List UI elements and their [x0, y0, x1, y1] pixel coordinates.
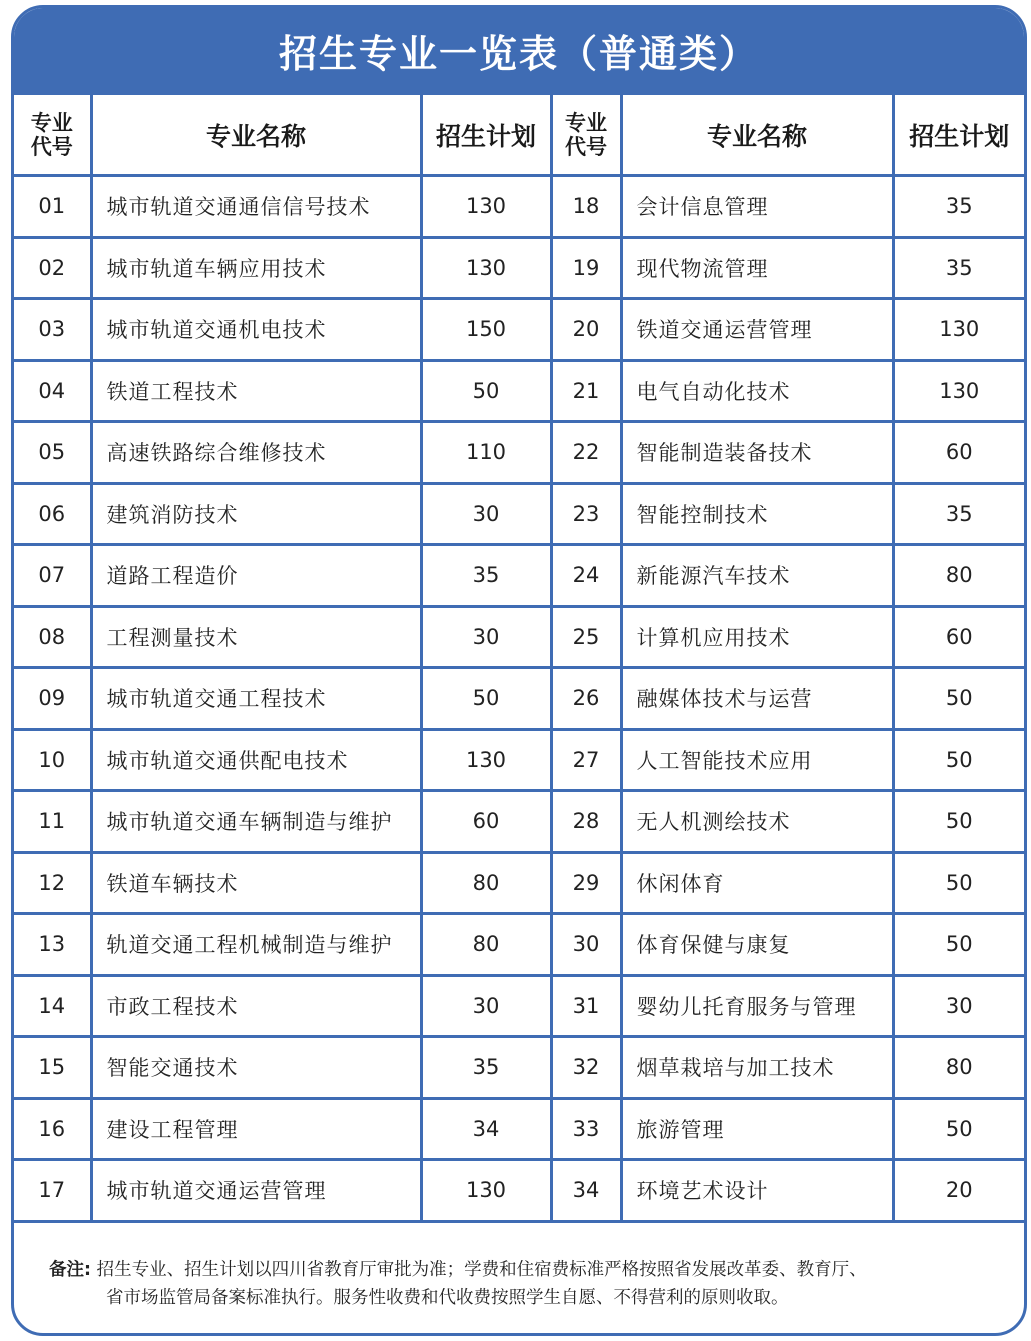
plan-cell: 35: [893, 176, 1024, 238]
plan-cell: 80: [421, 852, 551, 914]
majors-table: [14, 92, 1024, 1223]
code-cell: 21: [551, 360, 621, 422]
name-cell: 高速铁路综合维修技术: [91, 422, 421, 484]
plan-cell: 50: [893, 729, 1024, 791]
plan-cell: 130: [421, 237, 551, 299]
name-cell: 建设工程管理: [91, 1098, 421, 1160]
code-cell: 05: [14, 422, 91, 484]
code-cell: 22: [551, 422, 621, 484]
name-cell: 新能源汽车技术: [621, 545, 893, 607]
header-name: 专业名称: [91, 94, 421, 176]
plan-cell: 50: [893, 668, 1024, 730]
table-row: [14, 1160, 1024, 1222]
code-cell: 01: [14, 176, 91, 238]
code-cell: 26: [551, 668, 621, 730]
header-plan: 招生计划: [421, 94, 551, 176]
name-cell: 体育保健与康复: [621, 914, 893, 976]
plan-cell: 35: [893, 237, 1024, 299]
code-cell: 18: [551, 176, 621, 238]
table-row: [14, 483, 1024, 545]
code-cell: 24: [551, 545, 621, 607]
name-cell: 会计信息管理: [621, 176, 893, 238]
code-cell: 30: [551, 914, 621, 976]
table-row: [14, 729, 1024, 791]
note-label: 备注:: [49, 1259, 91, 1280]
name-cell: 建筑消防技术: [91, 483, 421, 545]
header-code: 专业代号: [14, 94, 91, 176]
plan-cell: 50: [421, 668, 551, 730]
plan-cell: 20: [893, 1160, 1024, 1222]
plan-cell: 35: [421, 545, 551, 607]
name-cell: 城市轨道交通运营管理: [91, 1160, 421, 1222]
plan-cell: 50: [893, 852, 1024, 914]
table-row: [14, 914, 1024, 976]
table-row: [14, 545, 1024, 607]
name-cell: 无人机测绘技术: [621, 791, 893, 853]
plan-cell: 50: [893, 914, 1024, 976]
code-cell: 34: [551, 1160, 621, 1222]
name-cell: 市政工程技术: [91, 975, 421, 1037]
table-row: [14, 668, 1024, 730]
table-row: [14, 606, 1024, 668]
name-cell: 智能制造装备技术: [621, 422, 893, 484]
code-cell: 20: [551, 299, 621, 361]
plan-cell: 110: [421, 422, 551, 484]
name-cell: 轨道交通工程机械制造与维护: [91, 914, 421, 976]
plan-cell: 130: [893, 360, 1024, 422]
plan-cell: 35: [421, 1037, 551, 1099]
plan-cell: 35: [893, 483, 1024, 545]
code-cell: 23: [551, 483, 621, 545]
name-cell: 城市轨道交通通信信号技术: [91, 176, 421, 238]
table-row: [14, 360, 1024, 422]
plan-cell: 30: [421, 606, 551, 668]
name-cell: 工程测量技术: [91, 606, 421, 668]
code-cell: 15: [14, 1037, 91, 1099]
code-cell: 08: [14, 606, 91, 668]
plan-cell: 130: [421, 729, 551, 791]
code-cell: 03: [14, 299, 91, 361]
name-cell: 烟草栽培与加工技术: [621, 1037, 893, 1099]
table-row: [14, 1098, 1024, 1160]
enrollment-table-frame: [11, 5, 1027, 1336]
name-cell: 智能控制技术: [621, 483, 893, 545]
name-cell: 融媒体技术与运营: [621, 668, 893, 730]
plan-cell: 50: [421, 360, 551, 422]
code-cell: 06: [14, 483, 91, 545]
name-cell: 铁道工程技术: [91, 360, 421, 422]
plan-cell: 130: [421, 1160, 551, 1222]
header-name: 专业名称: [621, 94, 893, 176]
table-row: [14, 422, 1024, 484]
code-cell: 32: [551, 1037, 621, 1099]
header-code: 专业代号: [551, 94, 621, 176]
plan-cell: 30: [893, 975, 1024, 1037]
table-row: [14, 1037, 1024, 1099]
note-line-1: 招生专业、招生计划以四川省教育厅审批为准；学费和住宿费标准严格按照省发展改革委、教育厅、: [96, 1259, 867, 1280]
code-cell: 19: [551, 237, 621, 299]
header-plan: 招生计划: [893, 94, 1024, 176]
footnote: [14, 1223, 1024, 1312]
plan-cell: 80: [893, 545, 1024, 607]
table-row: [14, 975, 1024, 1037]
plan-cell: 60: [893, 422, 1024, 484]
plan-cell: 130: [893, 299, 1024, 361]
code-cell: 11: [14, 791, 91, 853]
plan-cell: 50: [893, 791, 1024, 853]
code-cell: 12: [14, 852, 91, 914]
plan-cell: 80: [421, 914, 551, 976]
plan-cell: 130: [421, 176, 551, 238]
code-cell: 14: [14, 975, 91, 1037]
name-cell: 电气自动化技术: [621, 360, 893, 422]
name-cell: 城市轨道交通车辆制造与维护: [91, 791, 421, 853]
note-line-2: 省市场监管局备案标准执行。服务性收费和代收费按照学生自愿、不得营利的原则收取。: [106, 1287, 789, 1308]
name-cell: 道路工程造价: [91, 545, 421, 607]
code-cell: 31: [551, 975, 621, 1037]
code-cell: 09: [14, 668, 91, 730]
plan-cell: 150: [421, 299, 551, 361]
name-cell: 智能交通技术: [91, 1037, 421, 1099]
table-row: [14, 791, 1024, 853]
name-cell: 城市轨道车辆应用技术: [91, 237, 421, 299]
plan-cell: 80: [893, 1037, 1024, 1099]
name-cell: 旅游管理: [621, 1098, 893, 1160]
name-cell: 城市轨道交通工程技术: [91, 668, 421, 730]
table-row: [14, 176, 1024, 238]
name-cell: 铁道车辆技术: [91, 852, 421, 914]
plan-cell: 50: [893, 1098, 1024, 1160]
code-cell: 02: [14, 237, 91, 299]
code-cell: 13: [14, 914, 91, 976]
code-cell: 27: [551, 729, 621, 791]
code-cell: 16: [14, 1098, 91, 1160]
header-row: [14, 94, 1024, 176]
name-cell: 人工智能技术应用: [621, 729, 893, 791]
table-row: [14, 237, 1024, 299]
table-row: [14, 852, 1024, 914]
plan-cell: 60: [421, 791, 551, 853]
plan-cell: 34: [421, 1098, 551, 1160]
page-title: 招生专业一览表（普通类）: [14, 8, 1024, 92]
plan-cell: 60: [893, 606, 1024, 668]
plan-cell: 30: [421, 975, 551, 1037]
name-cell: 休闲体育: [621, 852, 893, 914]
code-cell: 29: [551, 852, 621, 914]
code-cell: 33: [551, 1098, 621, 1160]
name-cell: 铁道交通运营管理: [621, 299, 893, 361]
code-cell: 10: [14, 729, 91, 791]
name-cell: 城市轨道交通供配电技术: [91, 729, 421, 791]
code-cell: 17: [14, 1160, 91, 1222]
code-cell: 07: [14, 545, 91, 607]
name-cell: 城市轨道交通机电技术: [91, 299, 421, 361]
plan-cell: 30: [421, 483, 551, 545]
name-cell: 计算机应用技术: [621, 606, 893, 668]
name-cell: 婴幼儿托育服务与管理: [621, 975, 893, 1037]
table-row: [14, 299, 1024, 361]
code-cell: 28: [551, 791, 621, 853]
name-cell: 环境艺术设计: [621, 1160, 893, 1222]
code-cell: 04: [14, 360, 91, 422]
code-cell: 25: [551, 606, 621, 668]
name-cell: 现代物流管理: [621, 237, 893, 299]
